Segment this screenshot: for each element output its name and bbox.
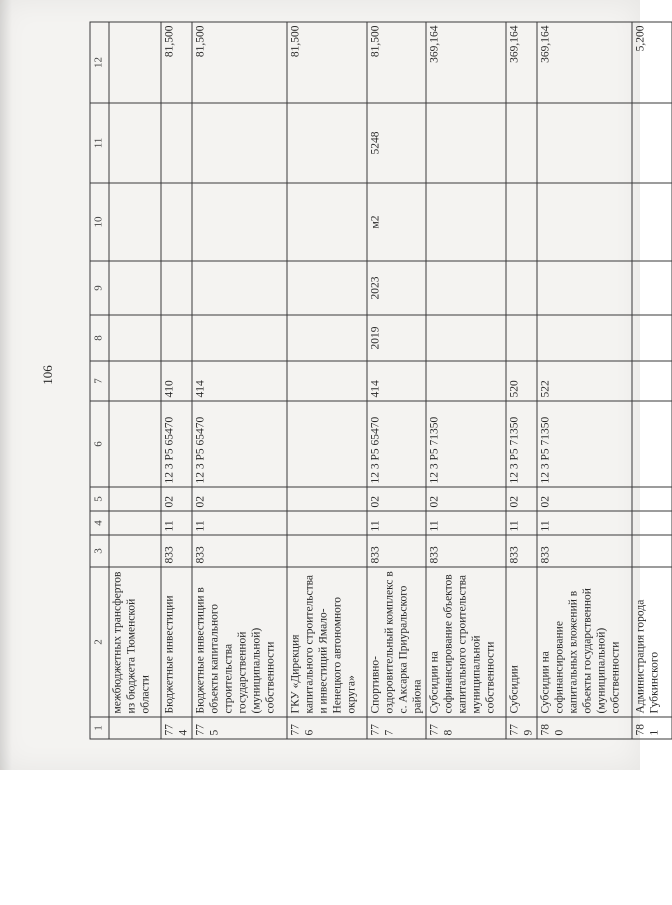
cell-c3 — [109, 535, 161, 567]
cell-c10 — [426, 183, 506, 261]
cell-c8 — [287, 315, 367, 361]
column-header: 5 — [90, 487, 109, 511]
cell-c7 — [109, 361, 161, 401]
cell-c4: 11 — [426, 511, 506, 535]
cell-c11 — [426, 103, 506, 183]
table-row — [287, 22, 367, 739]
cell-c9 — [506, 261, 537, 315]
cell-amount: 5,200 — [632, 22, 672, 103]
cell-c7 — [426, 361, 506, 401]
cell-c7: 414 — [192, 361, 287, 401]
cell-c3 — [632, 535, 672, 567]
cell-c8 — [161, 315, 192, 361]
row-number — [109, 717, 161, 739]
cell-amount — [109, 22, 161, 103]
cell-c10 — [192, 183, 287, 261]
cell-c3: 833 — [426, 535, 506, 567]
cell-c8 — [632, 315, 672, 361]
row-name: Субсидии на софинансирование объектов капитального строительства муниципальной собственности — [426, 567, 506, 717]
cell-amount: 369,164 — [426, 22, 506, 103]
cell-amount: 81,500 — [161, 22, 192, 103]
cell-c5: 02 — [192, 487, 287, 511]
column-header: 11 — [90, 103, 109, 183]
budget-table-rotated — [89, 23, 660, 740]
row-number: 777 — [367, 717, 426, 739]
column-header: 7 — [90, 361, 109, 401]
cell-c3: 833 — [506, 535, 537, 567]
row-name: Субсидии на софинансирование капитальных вложений в объекты государственной (муниципальной) собственности — [537, 567, 632, 717]
cell-c7: 414 — [367, 361, 426, 401]
table-row — [426, 22, 506, 739]
scan-shadow-edge — [0, 0, 12, 770]
cell-c7: 410 — [161, 361, 192, 401]
budget-table — [89, 22, 672, 740]
cell-c11 — [192, 103, 287, 183]
cell-amount: 81,500 — [287, 22, 367, 103]
row-number: 780 — [537, 717, 632, 739]
cell-c6: 12 3 P5 65470 — [367, 401, 426, 487]
cell-capacity: 5248 — [367, 103, 426, 183]
cell-c3: 833 — [192, 535, 287, 567]
table-row — [192, 22, 287, 739]
cell-c4: 11 — [367, 511, 426, 535]
cell-c6 — [632, 401, 672, 487]
cell-c9 — [109, 261, 161, 315]
cell-c3: 833 — [161, 535, 192, 567]
cell-c7 — [632, 361, 672, 401]
cell-c10 — [287, 183, 367, 261]
page-number: 106 — [40, 365, 55, 385]
cell-c4 — [632, 511, 672, 535]
cell-c10 — [161, 183, 192, 261]
cell-c5: 02 — [161, 487, 192, 511]
cell-c6 — [287, 401, 367, 487]
cell-c4: 11 — [506, 511, 537, 535]
table-row — [367, 22, 426, 739]
cell-c10 — [506, 183, 537, 261]
column-header: 6 — [90, 401, 109, 487]
table-row — [161, 22, 192, 739]
cell-c3 — [287, 535, 367, 567]
cell-c5 — [287, 487, 367, 511]
row-name: Субсидии — [506, 567, 537, 717]
column-number-row — [90, 22, 109, 739]
cell-c10 — [632, 183, 672, 261]
column-header: 10 — [90, 183, 109, 261]
cell-c5 — [632, 487, 672, 511]
cell-end-year: 2023 — [367, 261, 426, 315]
cell-start-year: 2019 — [367, 315, 426, 361]
cell-c5: 02 — [537, 487, 632, 511]
cell-c5 — [109, 487, 161, 511]
cell-c6: 12 3 P5 71350 — [426, 401, 506, 487]
row-name: ГКУ «Дирекция капитального строительства и инвестиций Ямало-Ненецкого автономного округа» — [287, 567, 367, 717]
cell-c10 — [537, 183, 632, 261]
table-row — [109, 22, 161, 739]
row-number: 781 — [632, 717, 672, 739]
cell-c4 — [287, 511, 367, 535]
cell-c6: 12 3 P5 71350 — [506, 401, 537, 487]
column-header: 12 — [90, 22, 109, 103]
column-header: 4 — [90, 511, 109, 535]
row-number: 778 — [426, 717, 506, 739]
column-header: 3 — [90, 535, 109, 567]
cell-c4: 11 — [161, 511, 192, 535]
cell-c8 — [192, 315, 287, 361]
row-name: межбюджетных трансфертов из бюджета Тюменской области — [109, 567, 161, 717]
cell-c9 — [192, 261, 287, 315]
cell-c7: 522 — [537, 361, 632, 401]
cell-c6: 12 3 P5 65470 — [192, 401, 287, 487]
cell-c6: 12 3 P5 65470 — [161, 401, 192, 487]
cell-c5: 02 — [367, 487, 426, 511]
cell-c5: 02 — [426, 487, 506, 511]
cell-c5: 02 — [506, 487, 537, 511]
cell-c3: 833 — [367, 535, 426, 567]
cell-unit: м2 — [367, 183, 426, 261]
row-number: 775 — [192, 717, 287, 739]
row-number: 774 — [161, 717, 192, 739]
row-name: Администрация города Губкинского — [632, 567, 672, 717]
cell-c11 — [287, 103, 367, 183]
column-header: 8 — [90, 315, 109, 361]
table-row — [537, 22, 632, 739]
cell-c11 — [161, 103, 192, 183]
row-name: Бюджетные инвестиции в объекты капитального строительства государственной (муниципальной) собственности — [192, 567, 287, 717]
cell-c11 — [537, 103, 632, 183]
table-row — [506, 22, 537, 739]
cell-c9 — [537, 261, 632, 315]
cell-c8 — [109, 315, 161, 361]
cell-c11 — [506, 103, 537, 183]
cell-c9 — [161, 261, 192, 315]
cell-c6 — [109, 401, 161, 487]
column-header: 9 — [90, 261, 109, 315]
column-header: 2 — [90, 567, 109, 717]
cell-amount: 369,164 — [506, 22, 537, 103]
cell-c4: 11 — [192, 511, 287, 535]
cell-c9 — [632, 261, 672, 315]
cell-amount: 81,500 — [367, 22, 426, 103]
cell-c8 — [537, 315, 632, 361]
row-name: Бюджетные инвестиции — [161, 567, 192, 717]
cell-c7 — [287, 361, 367, 401]
row-number: 779 — [506, 717, 537, 739]
row-name: Спортивно-оздоровительный комплекс в с. Аксарка Приуральского района — [367, 567, 426, 717]
cell-c4: 11 — [537, 511, 632, 535]
cell-amount: 369,164 — [537, 22, 632, 103]
cell-c10 — [109, 183, 161, 261]
cell-c11 — [632, 103, 672, 183]
column-header: 1 — [90, 717, 109, 739]
cell-c7: 520 — [506, 361, 537, 401]
cell-c3: 833 — [537, 535, 632, 567]
cell-c9 — [426, 261, 506, 315]
cell-c8 — [506, 315, 537, 361]
row-number: 776 — [287, 717, 367, 739]
cell-c9 — [287, 261, 367, 315]
cell-c8 — [426, 315, 506, 361]
cell-c11 — [109, 103, 161, 183]
cell-c6: 12 3 P5 71350 — [537, 401, 632, 487]
cell-c4 — [109, 511, 161, 535]
cell-amount: 81,500 — [192, 22, 287, 103]
table-row — [632, 22, 672, 739]
